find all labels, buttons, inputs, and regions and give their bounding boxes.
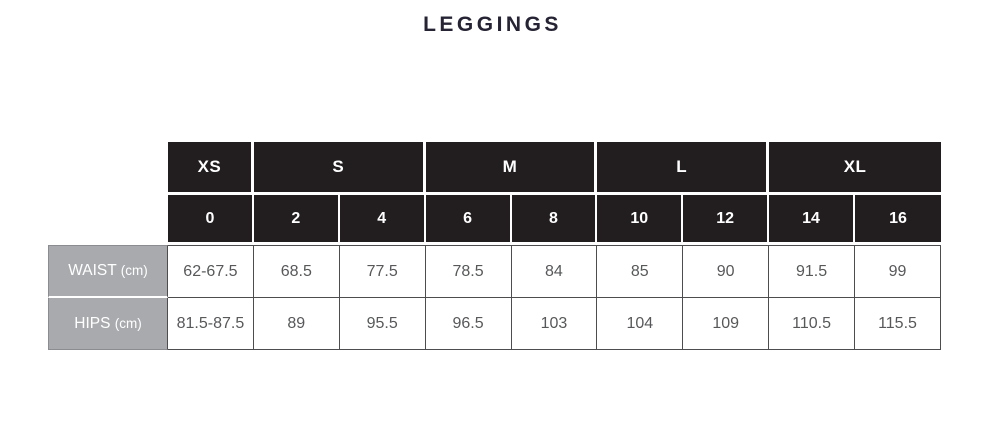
size-chart-table bbox=[48, 142, 941, 350]
numeric-size-16: 16 bbox=[855, 195, 941, 245]
numeric-size-0: 0 bbox=[168, 195, 254, 245]
numeric-size-8: 8 bbox=[512, 195, 598, 245]
hips-value-s4: 95.5 bbox=[340, 298, 426, 350]
numeric-size-row bbox=[48, 195, 941, 245]
hips-value-xl14: 110.5 bbox=[769, 298, 855, 350]
hips-value-xl16: 115.5 bbox=[855, 298, 941, 350]
corner-spacer bbox=[48, 142, 168, 195]
hips-value-l10: 104 bbox=[597, 298, 683, 350]
numeric-size-10: 10 bbox=[597, 195, 683, 245]
hips-value-m6: 96.5 bbox=[426, 298, 512, 350]
hips-value-s2: 89 bbox=[254, 298, 340, 350]
numeric-size-12: 12 bbox=[683, 195, 769, 245]
waist-row bbox=[48, 245, 941, 298]
waist-value-xl14: 91.5 bbox=[769, 245, 855, 298]
size-group-s: S bbox=[254, 142, 426, 195]
waist-value-l12: 90 bbox=[683, 245, 769, 298]
waist-value-m8: 84 bbox=[512, 245, 598, 298]
numeric-size-14: 14 bbox=[769, 195, 855, 245]
size-group-xs: XS bbox=[168, 142, 254, 195]
size-group-xl: XL bbox=[769, 142, 941, 195]
hips-label: HIPS bbox=[74, 314, 111, 332]
letter-size-row bbox=[48, 142, 941, 195]
size-group-l: L bbox=[597, 142, 769, 195]
row-label-hips bbox=[48, 298, 168, 350]
hips-value-m8: 103 bbox=[512, 298, 598, 350]
waist-value-l10: 85 bbox=[597, 245, 683, 298]
size-chart bbox=[48, 142, 941, 350]
waist-value-s4: 77.5 bbox=[340, 245, 426, 298]
waist-value-s2: 68.5 bbox=[254, 245, 340, 298]
waist-value-xs0: 62-67.5 bbox=[168, 245, 254, 298]
hips-value-l12: 109 bbox=[683, 298, 769, 350]
numeric-size-6: 6 bbox=[426, 195, 512, 245]
corner-spacer bbox=[48, 195, 168, 245]
hips-row bbox=[48, 298, 941, 350]
numeric-size-2: 2 bbox=[254, 195, 340, 245]
waist-unit: (cm) bbox=[120, 263, 148, 278]
row-label-waist bbox=[48, 245, 168, 298]
waist-value-xl16: 99 bbox=[855, 245, 941, 298]
waist-label: WAIST bbox=[68, 262, 117, 279]
numeric-size-4: 4 bbox=[340, 195, 426, 245]
size-group-m: M bbox=[426, 142, 598, 195]
hips-value-xs0: 81.5-87.5 bbox=[168, 298, 254, 350]
waist-value-m6: 78.5 bbox=[426, 245, 512, 298]
hips-unit: (cm) bbox=[114, 315, 142, 331]
page-title: LEGGINGS bbox=[423, 13, 562, 36]
